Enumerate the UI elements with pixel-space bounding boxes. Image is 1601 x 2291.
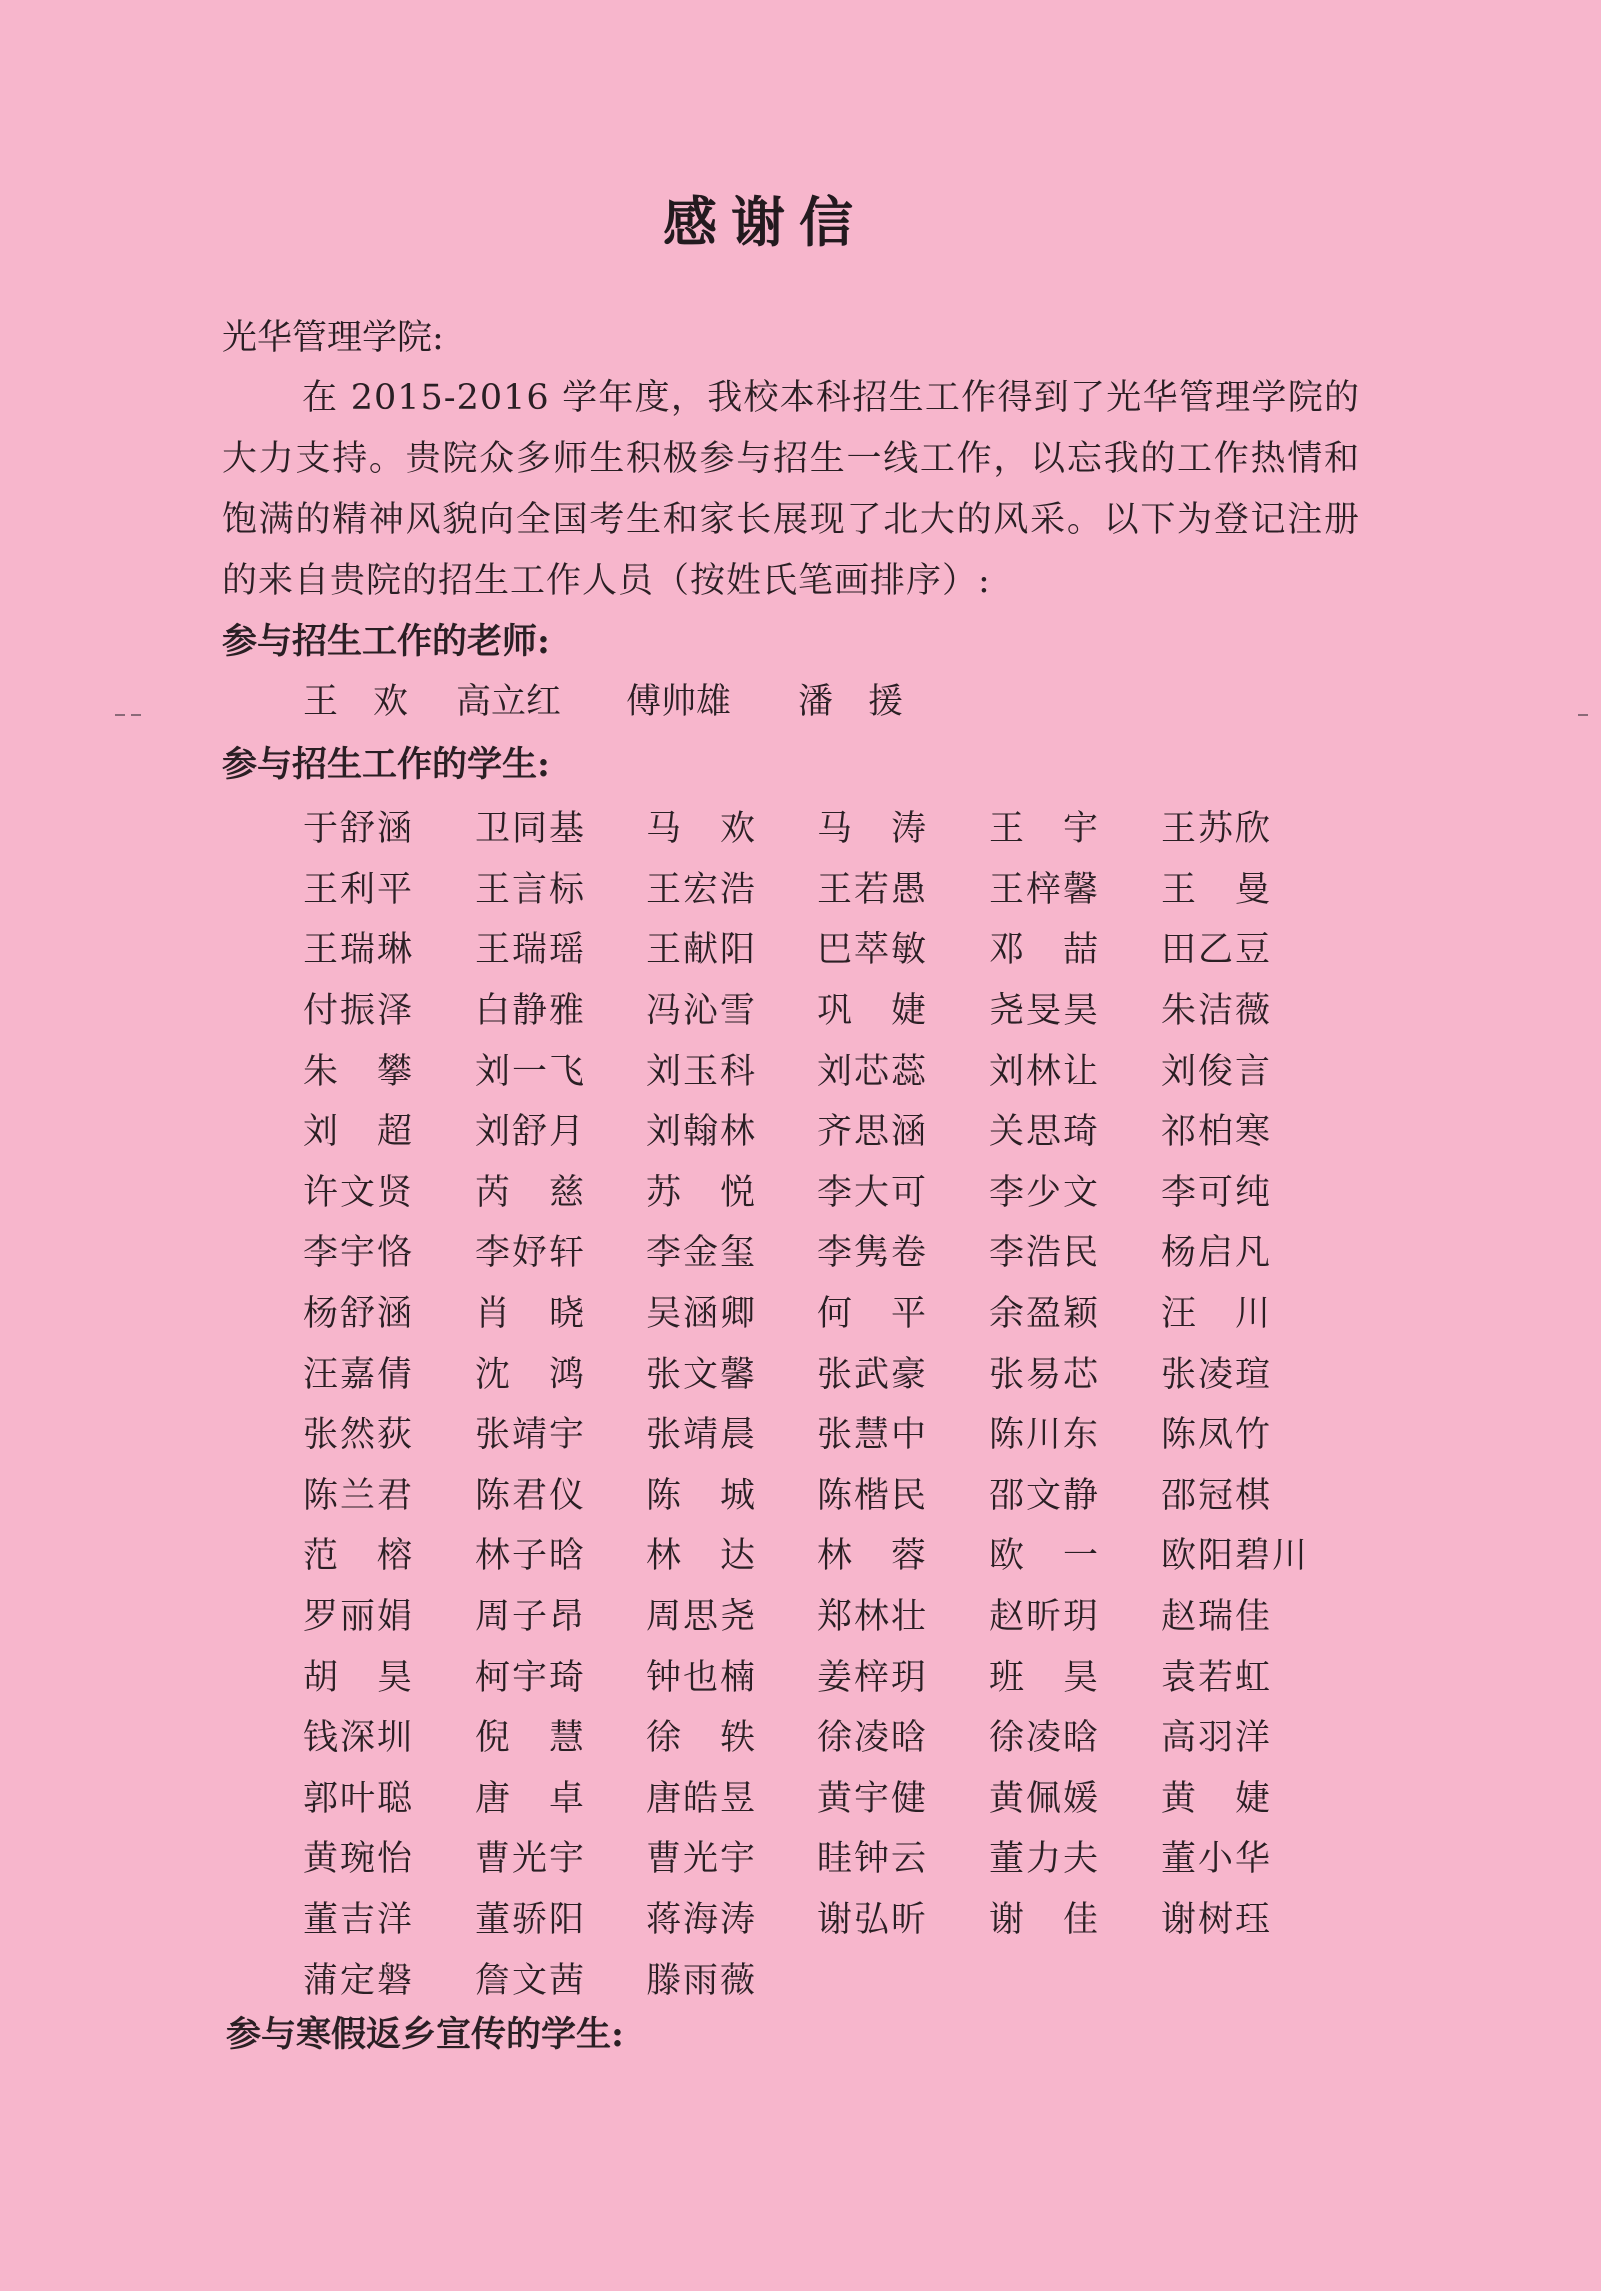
student-name: 汪 川 (1161, 1294, 1273, 1335)
student-name: 刘芯蕊 (817, 1051, 929, 1092)
student-name: 陈君仪 (475, 1475, 587, 1516)
student-name: 李大可 (817, 1172, 929, 1213)
student-name: 关思琦 (989, 1112, 1101, 1153)
student-name: 高羽洋 (1161, 1718, 1273, 1759)
student-name: 谢弘昕 (817, 1899, 929, 1940)
student-name: 黄佩媛 (989, 1778, 1101, 1819)
student-name: 刘 超 (303, 1112, 415, 1153)
student-name: 余盈颖 (989, 1294, 1101, 1335)
students-grid (303, 796, 1323, 2008)
student-name: 王利平 (303, 869, 415, 910)
student-name: 倪 慧 (475, 1718, 587, 1759)
student-name: 赵瑞佳 (1161, 1597, 1273, 1638)
student-name: 曹光宇 (646, 1839, 758, 1880)
student-name: 田乙豆 (1161, 930, 1273, 971)
student-name: 董骄阳 (475, 1899, 587, 1940)
margin-mark (131, 714, 141, 716)
student-name: 曹光宇 (475, 1839, 587, 1880)
student-name: 付振泽 (303, 991, 415, 1032)
student-name: 林 蓉 (817, 1536, 929, 1577)
student-name: 李浩民 (989, 1233, 1101, 1274)
student-name: 周思尧 (646, 1597, 758, 1638)
student-name: 王瑞瑶 (475, 930, 587, 971)
student-name: 张凌瑄 (1161, 1354, 1273, 1395)
student-name: 王宏浩 (646, 869, 758, 910)
student-name: 杨启凡 (1161, 1233, 1273, 1274)
student-name: 唐皓昱 (646, 1778, 758, 1819)
student-name: 胡 昊 (303, 1657, 415, 1698)
student-name: 齐思涵 (817, 1112, 929, 1153)
student-name: 马 欢 (646, 809, 758, 850)
student-name: 苏 悦 (646, 1172, 758, 1213)
winter-heading: 参与寒假返乡宣传的学生: (226, 2014, 624, 2055)
student-name: 巩 婕 (817, 991, 929, 1032)
intro-paragraph: 在 2015-2016 学年度，我校本科招生工作得到了光华管理学院的大力支持。贵院众多师生积极参与招生一线工作，以忘我的工作热情和饱满的精神风貌向全国考生和家长展现了北大的风采。以下为登记注册的来自贵院的招生工作人员（按姓氏笔画排序）: (222, 378, 1360, 601)
student-name: 赵昕玥 (989, 1597, 1101, 1638)
student-name: 邓 喆 (989, 930, 1101, 971)
student-name: 董力夫 (989, 1839, 1101, 1880)
student-name: 黄宇健 (817, 1778, 929, 1819)
students-heading: 参与招生工作的学生: (222, 744, 550, 785)
teachers-heading: 参与招生工作的老师: (222, 621, 550, 662)
student-name: 刘林让 (989, 1051, 1101, 1092)
student-name: 李可纯 (1161, 1172, 1273, 1213)
letter-title: 感谢信 (663, 190, 867, 254)
student-name: 董吉洋 (303, 1899, 415, 1940)
student-name: 张文馨 (646, 1354, 758, 1395)
margin-mark (115, 714, 125, 716)
student-name: 李金玺 (646, 1233, 758, 1274)
teacher-name: 高立红 (456, 682, 562, 722)
student-name: 王献阳 (646, 930, 758, 971)
student-name: 詹文茜 (475, 1960, 587, 2001)
student-name: 陈凤竹 (1161, 1415, 1273, 1456)
student-name: 邵冠棋 (1161, 1475, 1273, 1516)
student-name: 马 涛 (817, 809, 929, 850)
student-name: 王苏欣 (1161, 809, 1273, 850)
student-name: 张然荻 (303, 1415, 415, 1456)
student-name: 黄琬怡 (303, 1839, 415, 1880)
student-name: 刘俊言 (1161, 1051, 1273, 1092)
student-name: 吴涵卿 (646, 1294, 758, 1335)
student-name: 陈楷民 (817, 1475, 929, 1516)
student-name: 芮 慈 (475, 1172, 587, 1213)
student-name: 卫同基 (475, 809, 587, 850)
teacher-name: 傅帅雄 (626, 682, 732, 722)
student-name: 王言标 (475, 869, 587, 910)
student-name: 唐 卓 (475, 1778, 587, 1819)
student-name: 张慧中 (817, 1415, 929, 1456)
student-name: 钱深圳 (303, 1718, 415, 1759)
student-name: 沈 鸿 (475, 1354, 587, 1395)
student-name: 许文贤 (303, 1172, 415, 1213)
student-name: 王 宇 (989, 809, 1101, 850)
student-name: 郭叶聪 (303, 1778, 415, 1819)
student-name: 蒋海涛 (646, 1899, 758, 1940)
student-name: 罗丽娟 (303, 1597, 415, 1638)
student-name: 刘翰林 (646, 1112, 758, 1153)
student-name: 李隽卷 (817, 1233, 929, 1274)
student-name: 徐凌晗 (817, 1718, 929, 1759)
student-name: 刘玉科 (646, 1051, 758, 1092)
student-name: 柯宇琦 (475, 1657, 587, 1698)
student-name: 肖 晓 (475, 1294, 587, 1335)
student-name: 刘舒月 (475, 1112, 587, 1153)
student-name: 白静雅 (475, 991, 587, 1032)
student-name: 黄 婕 (1161, 1778, 1273, 1819)
student-name: 张易芯 (989, 1354, 1101, 1395)
student-name: 谢 佳 (989, 1899, 1101, 1940)
student-name: 陈川东 (989, 1415, 1101, 1456)
student-name: 董小华 (1161, 1839, 1273, 1880)
student-name: 范 榕 (303, 1536, 415, 1577)
student-name: 林 达 (646, 1536, 758, 1577)
student-name: 王瑞琳 (303, 930, 415, 971)
student-name: 何 平 (817, 1294, 929, 1335)
teachers-list (303, 672, 970, 732)
student-name: 张靖晨 (646, 1415, 758, 1456)
student-name: 郑林壮 (817, 1597, 929, 1638)
salutation: 光华管理学院: (222, 318, 444, 358)
margin-mark (1578, 714, 1588, 716)
student-name: 钟也楠 (646, 1657, 758, 1698)
teacher-name: 王 欢 (303, 682, 409, 722)
student-name: 眭钟云 (817, 1839, 929, 1880)
student-name: 王若愚 (817, 869, 929, 910)
student-name: 刘一飞 (475, 1051, 587, 1092)
student-name: 朱 攀 (303, 1051, 415, 1092)
student-name: 冯沁雪 (646, 991, 758, 1032)
student-name: 李宇恪 (303, 1233, 415, 1274)
student-name: 李少文 (989, 1172, 1101, 1213)
student-name: 朱洁薇 (1161, 991, 1273, 1032)
student-name: 周子昂 (475, 1597, 587, 1638)
student-name: 滕雨薇 (646, 1960, 758, 2001)
student-name: 尧旻昊 (989, 991, 1101, 1032)
student-name: 于舒涵 (303, 809, 415, 850)
student-name: 谢树珏 (1161, 1899, 1273, 1940)
student-name: 杨舒涵 (303, 1294, 415, 1335)
student-name: 袁若虹 (1161, 1657, 1273, 1698)
student-name: 陈兰君 (303, 1475, 415, 1516)
student-name: 姜梓玥 (817, 1657, 929, 1698)
student-name: 祁柏寒 (1161, 1112, 1273, 1153)
student-name: 邵文静 (989, 1475, 1101, 1516)
student-name: 欧 一 (989, 1536, 1101, 1577)
student-name: 李妤轩 (475, 1233, 587, 1274)
student-name: 林子晗 (475, 1536, 587, 1577)
student-name: 陈 城 (646, 1475, 758, 1516)
student-name: 王梓馨 (989, 869, 1101, 910)
student-name: 徐 轶 (646, 1718, 758, 1759)
student-name: 王 曼 (1161, 869, 1273, 910)
student-name: 汪嘉倩 (303, 1354, 415, 1395)
student-name: 蒲定磐 (303, 1960, 415, 2001)
student-name: 巴萃敏 (817, 930, 929, 971)
student-name: 张武豪 (817, 1354, 929, 1395)
student-name: 徐凌晗 (989, 1718, 1101, 1759)
student-name: 欧阳碧川 (1161, 1536, 1310, 1577)
teacher-name: 潘 援 (798, 682, 904, 722)
student-name: 张靖宇 (475, 1415, 587, 1456)
student-name: 班 昊 (989, 1657, 1101, 1698)
